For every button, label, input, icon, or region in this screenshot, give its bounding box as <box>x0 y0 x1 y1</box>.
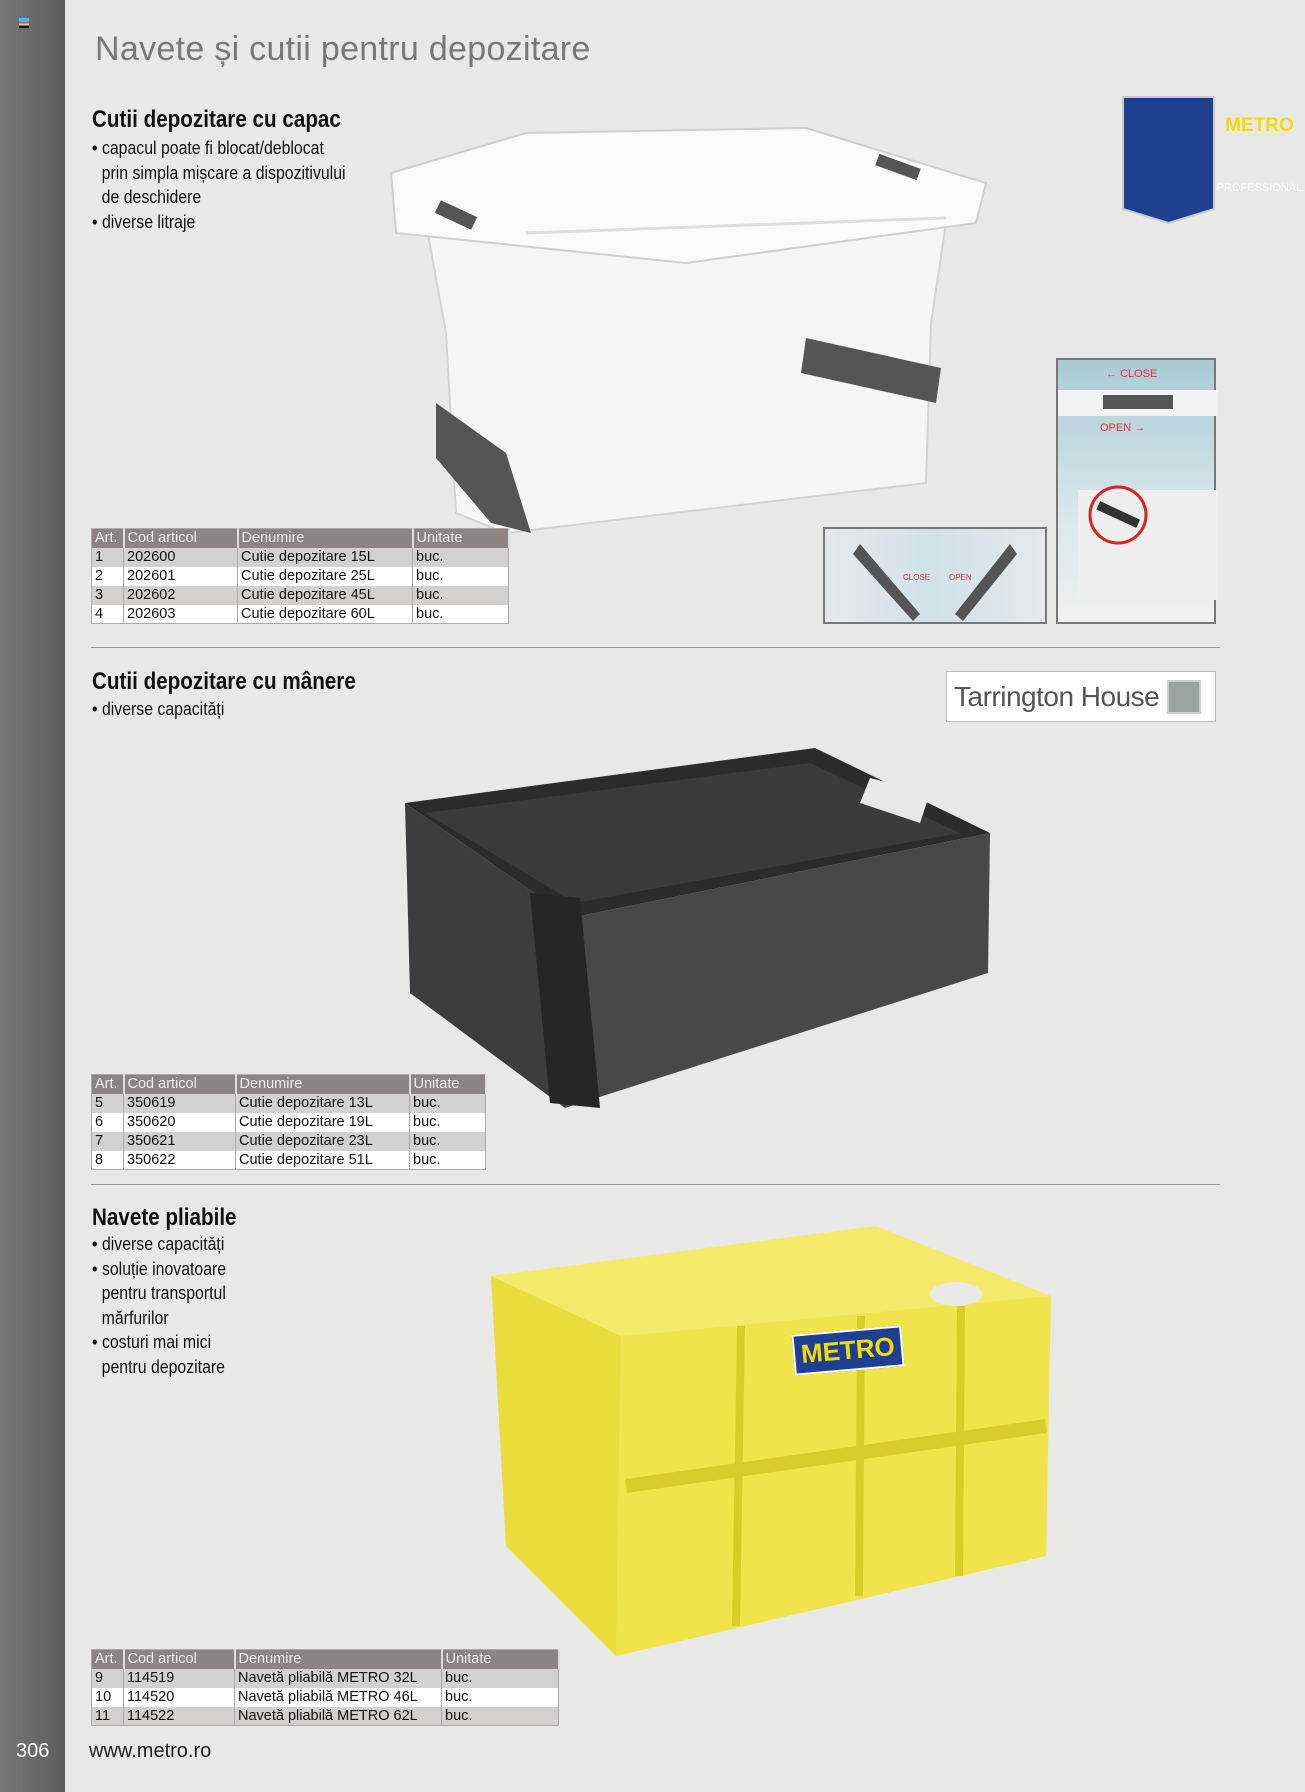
table-cell: 114519 <box>124 1669 235 1688</box>
column-header: Cod articol <box>124 529 238 548</box>
column-header: Art. <box>92 1650 124 1669</box>
table-cell: buc. <box>442 1707 559 1726</box>
table-row <box>92 567 509 586</box>
metro-professional-logo <box>1123 97 1303 225</box>
crate-metro-label: METRO <box>799 1330 896 1370</box>
product-table-foldable-crates <box>91 1649 560 1726</box>
table-row <box>92 586 509 605</box>
table-cell: 202601 <box>124 567 238 586</box>
table-cell: 114522 <box>124 1707 235 1726</box>
table-cell: Cutie depozitare 60L <box>238 605 413 624</box>
website-link[interactable]: www.metro.ro <box>89 1740 212 1762</box>
table-cell: 5 <box>92 1094 124 1113</box>
table-cell: 202600 <box>124 548 238 567</box>
house-icon <box>1167 680 1201 714</box>
table-cell: 6 <box>92 1113 124 1132</box>
bullet-list <box>92 1232 242 1379</box>
table-cell: Cutie depozitare 13L <box>236 1094 410 1113</box>
color-registration-icon <box>19 18 29 28</box>
table-cell: buc. <box>410 1132 486 1151</box>
close-label: CLOSE <box>903 573 931 582</box>
column-header: Unitate <box>442 1650 559 1669</box>
open-label: OPEN <box>949 573 972 582</box>
table-cell: 350621 <box>124 1132 236 1151</box>
open-label: OPEN → <box>1100 422 1146 434</box>
table-cell: buc. <box>413 567 509 586</box>
yellow-foldable-crate-image <box>491 1226 1051 1658</box>
table-cell: buc. <box>442 1669 559 1688</box>
table-row <box>92 605 509 624</box>
table-cell: 9 <box>92 1669 124 1688</box>
product-table-handled-boxes <box>91 1074 487 1170</box>
section-divider <box>91 1184 1220 1185</box>
table-row <box>92 1688 559 1707</box>
column-header: Denumire <box>236 1075 410 1094</box>
table-cell: buc. <box>413 548 509 567</box>
table-cell: Cutie depozitare 51L <box>236 1151 410 1170</box>
table-cell: Navetă pliabilă METRO 46L <box>235 1688 442 1707</box>
lock-detail-image-2 <box>1056 358 1216 624</box>
table-cell: 7 <box>92 1132 124 1151</box>
bullet-list <box>92 136 347 234</box>
lock-detail-image-1 <box>823 527 1047 624</box>
bullet-item: • costuri mai mici pentru depozitare <box>92 1330 242 1379</box>
column-header: Art. <box>92 1075 124 1094</box>
section-heading-handled-boxes: Cutii depozitare cu mânere <box>92 668 356 695</box>
table-cell: buc. <box>410 1151 486 1170</box>
table-cell: 202602 <box>124 586 238 605</box>
metro-logo-text: METRO <box>1225 115 1294 136</box>
table-row <box>92 1094 486 1113</box>
table-cell: Navetă pliabilă METRO 32L <box>235 1669 442 1688</box>
table-cell: 114520 <box>124 1688 235 1707</box>
bullet-item: • diverse litraje <box>92 210 347 235</box>
table-cell: 4 <box>92 605 124 624</box>
column-header: Cod articol <box>124 1650 235 1669</box>
table-cell: 8 <box>92 1151 124 1170</box>
column-header: Denumire <box>235 1650 442 1669</box>
section-divider <box>91 647 1220 648</box>
column-header: Cod articol <box>124 1075 236 1094</box>
table-cell: 350620 <box>124 1113 236 1132</box>
column-header: Art. <box>92 529 124 548</box>
close-label: ← CLOSE <box>1106 368 1158 380</box>
professional-text: PROFESSIONAL <box>1216 182 1303 194</box>
table-cell: buc. <box>410 1113 486 1132</box>
table-cell: 3 <box>92 586 124 605</box>
bullet-item: • diverse capacități <box>92 697 347 722</box>
table-row <box>92 1132 486 1151</box>
section-heading-foldable-crates: Navete pliabile <box>92 1204 237 1231</box>
table-cell: 11 <box>92 1707 124 1726</box>
column-header: Unitate <box>413 529 509 548</box>
table-cell: 2 <box>92 567 124 586</box>
clear-storage-box-image <box>386 123 996 543</box>
section-heading-lidded-boxes: Cutii depozitare cu capac <box>92 106 341 133</box>
table-row <box>92 1707 559 1726</box>
table-cell: Navetă pliabilă METRO 62L <box>235 1707 442 1726</box>
table-cell: Cutie depozitare 45L <box>238 586 413 605</box>
table-cell: Cutie depozitare 15L <box>238 548 413 567</box>
table-cell: buc. <box>413 586 509 605</box>
table-cell: 350622 <box>124 1151 236 1170</box>
page-title: Navete și cutii pentru depozitare <box>95 30 591 68</box>
black-storage-crate-image <box>400 743 1015 1113</box>
column-header: Denumire <box>238 529 413 548</box>
table-row <box>92 548 509 567</box>
tarrington-house-logo <box>946 671 1216 722</box>
page-number: 306 <box>16 1740 50 1762</box>
table-cell: Cutie depozitare 25L <box>238 567 413 586</box>
table-row <box>92 1151 486 1170</box>
table-row <box>92 1669 559 1688</box>
product-table-lidded-boxes <box>91 528 510 624</box>
table-cell: buc. <box>410 1094 486 1113</box>
bullet-list <box>92 697 347 722</box>
table-cell: 10 <box>92 1688 124 1707</box>
table-cell: buc. <box>413 605 509 624</box>
table-cell: 202603 <box>124 605 238 624</box>
column-header: Unitate <box>410 1075 486 1094</box>
table-row <box>92 1113 486 1132</box>
table-cell: Cutie depozitare 23L <box>236 1132 410 1151</box>
table-cell: Cutie depozitare 19L <box>236 1113 410 1132</box>
bullet-item: • capacul poate fi blocat/deblocat prin simpla mișcare a dispozitivului de deschidere <box>92 136 347 210</box>
table-cell: buc. <box>442 1688 559 1707</box>
left-sidebar-strip <box>0 0 65 1792</box>
bullet-item: • soluție inovatoare pentru transportul mărfurilor <box>92 1257 242 1331</box>
bullet-item: • diverse capacități <box>92 1232 242 1257</box>
brand-logo-text: Tarrington House <box>954 680 1160 712</box>
table-cell: 1 <box>92 548 124 567</box>
table-cell: 350619 <box>124 1094 236 1113</box>
